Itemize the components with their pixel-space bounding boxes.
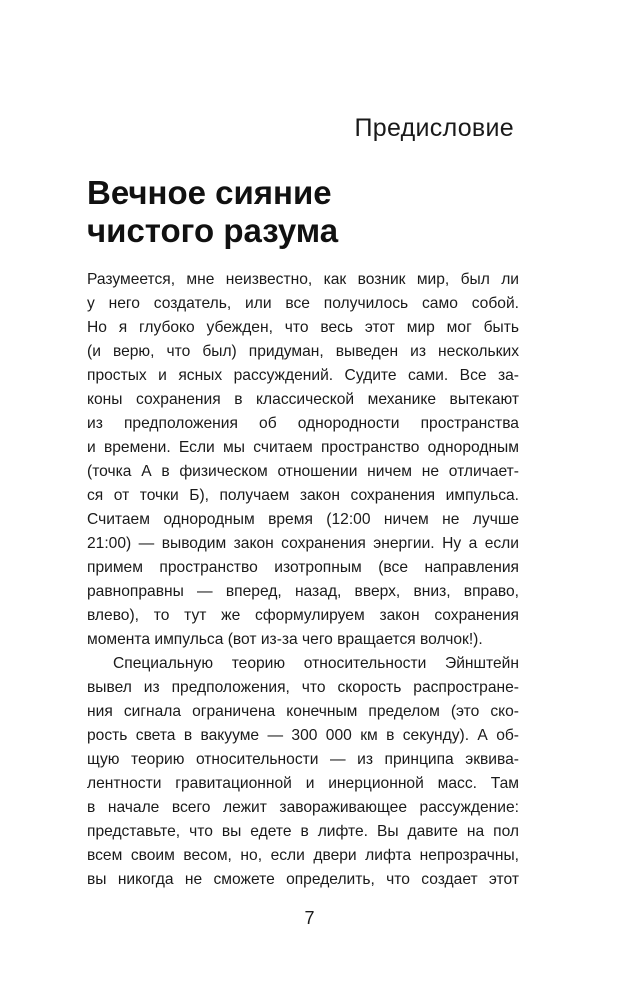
text-line: 21:00) — выводим закон сохранения энергии. Ну а если xyxy=(87,535,519,552)
text-line: влево), то тут же сформулируем закон сохранения xyxy=(87,607,519,624)
text-line: (и верю, что был) придуман, выведен из нескольких xyxy=(87,343,519,360)
text-line: Считаем однородным время (12:00 ничем не лучше xyxy=(87,511,519,528)
chapter-title-line: Вечное сияние xyxy=(87,174,332,211)
paragraph xyxy=(87,268,519,652)
text-line: представьте, что вы едете в лифте. Вы давите на пол xyxy=(87,823,519,840)
text-line: момента импульса (вот из-за чего вращается волчок!). xyxy=(87,631,483,648)
text-line: в начале всего лежит завораживающее рассуждение: xyxy=(87,799,519,816)
text-line: Разумеется, мне неизвестно, как возник мир, был ли xyxy=(87,271,519,288)
text-line: коны сохранения в классической механике вытекают xyxy=(87,391,519,408)
text-line: ния сигнала ограничена конечным пределом (это ско- xyxy=(87,703,519,720)
text-line: из предположения об однородности пространства xyxy=(87,415,519,432)
text-line: у него создатель, или все получилось само собой. xyxy=(87,295,519,312)
text-line: всем своим весом, но, если двери лифта непрозрачны, xyxy=(87,847,519,864)
text-line: лентности гравитационной и инерционной масс. Там xyxy=(87,775,519,792)
text-line: вывел из предположения, что скорость распростране- xyxy=(87,679,519,696)
body-text xyxy=(87,268,519,892)
text-line: вы никогда не сможете определить, что создает этот xyxy=(87,871,519,888)
text-line: примем пространство изотропным (все направления xyxy=(87,559,519,576)
text-line: простых и ясных рассуждений. Судите сами. Все за- xyxy=(87,367,519,384)
chapter-title-line: чистого разума xyxy=(87,212,339,249)
page-number: 7 xyxy=(304,908,315,928)
text-line: щую теорию относительности — из принципа эквива- xyxy=(87,751,519,768)
section-label: Предисловие xyxy=(354,114,514,142)
text-line: (точка А в физическом отношении ничем не отличает- xyxy=(87,463,519,480)
text-line: равноправны — вперед, назад, вверх, вниз, вправо, xyxy=(87,583,519,600)
text-line: рость света в вакууме — 300 000 км в секунду). А об- xyxy=(87,727,519,744)
text-line: и времени. Если мы считаем пространство однородным xyxy=(87,439,519,456)
paragraph xyxy=(87,652,519,892)
text-line: Специальную теорию относительности Эйнштейн xyxy=(113,655,519,672)
text-line: ся от точки Б), получаем закон сохранения импульса. xyxy=(87,487,519,504)
text-line: Но я глубоко убежден, что весь этот мир мог быть xyxy=(87,319,519,336)
chapter-title xyxy=(87,174,527,250)
